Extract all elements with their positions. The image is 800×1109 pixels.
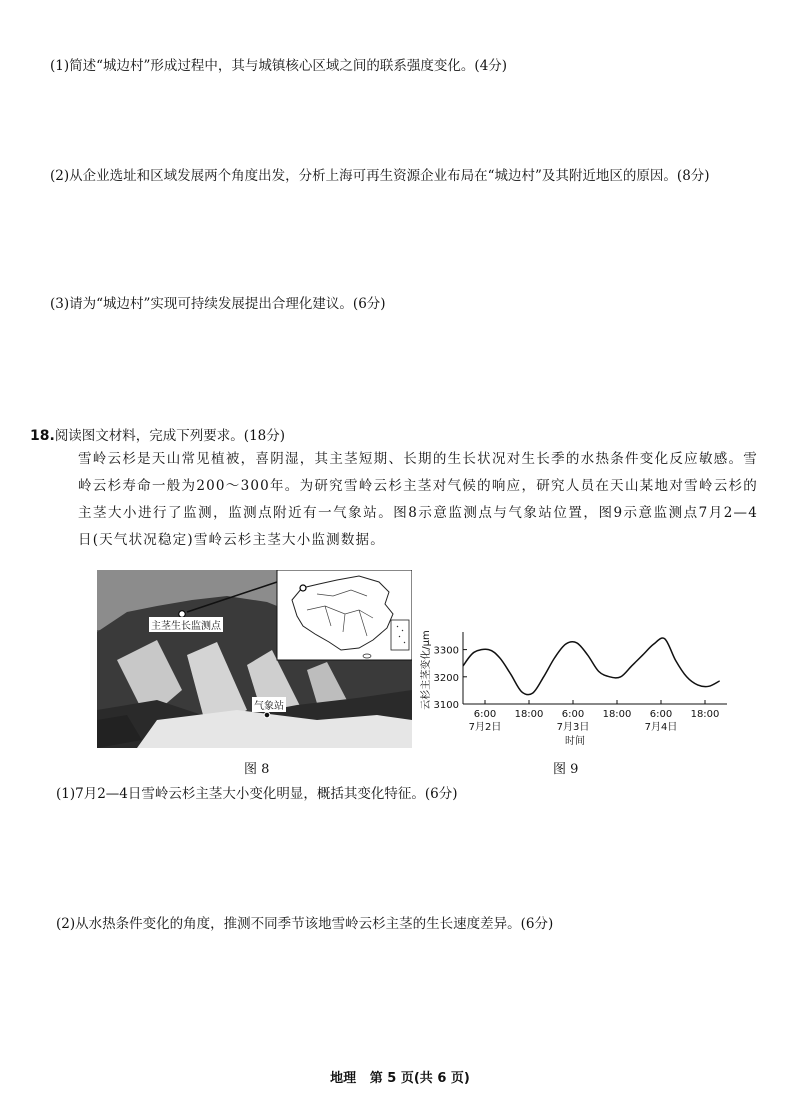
figure-9-chart [415,628,735,758]
question-17-1: (1)简述“城边村”形成过程中，其与城镇核心区域之间的联系强度变化。(4分) [50,58,508,74]
label-weather-station: 气象站 [252,697,286,712]
x-tick-label: 18:00 [602,709,632,720]
y-axis-label: 云杉主茎变化/μm [421,630,432,710]
question-18-header [30,424,285,444]
x-day-label: 7月2日 [468,722,502,733]
x-tick-label: 6:00 [473,709,497,720]
footer-subject: 地理 [330,1071,357,1086]
question-18-number: 18. [30,428,55,444]
question-18-1: (1)7月2—4日雪岭云杉主茎大小变化明显，概括其变化特征。(6分) [56,786,458,802]
page-footer [0,1067,800,1086]
y-tick-label: 3300 [433,645,459,657]
x-axis-label: 时间 [565,736,585,747]
question-18-2: (2)从水热条件变化的角度，推测不同季节该地雪岭云杉主茎的生长速度差异。(6分) [56,916,554,932]
x-tick-label: 18:00 [514,709,544,720]
series-line [463,638,720,695]
x-day-label: 7月3日 [556,722,590,733]
figure-8-caption: 图 8 [244,762,270,777]
x-day-label: 7月4日 [644,722,678,733]
x-tick-label: 18:00 [690,709,720,720]
question-17-2: (2)从企业选址和区域发展两个角度出发，分析上海可再生资源企业布局在“城边村”及其附近地区的原因。(8分) [50,168,710,184]
x-tick-label: 6:00 [561,709,585,720]
y-tick-label: 3100 [433,700,459,711]
question-18-material: 雪岭云杉是天山常见植被，喜阴湿，其主茎短期、长期的生长状况对生长季的水热条件变化反应敏感。雪岭云杉寿命一般为200～300年。为研究雪岭云杉主茎对气候的响应，研究人员在天山某地对雪岭云杉的主茎大小进行了监测，监测点附近有一气象站。图8示意监测点与气象站位置，图9示意监测点7月2—4日(天气状况稳定)雪岭云杉主茎大小监测数据。 [78,451,758,548]
footer-page: 第 5 页(共 6 页) [369,1071,470,1086]
y-tick-label: 3200 [433,672,459,684]
figure-8-photo [97,570,412,748]
question-18-title: 阅读图文材料，完成下列要求。(18分) [54,428,286,444]
question-17-3: (3)请为“城边村”实现可持续发展提出合理化建议。(6分) [50,296,386,312]
label-monitor-point: 主茎生长监测点 [149,617,223,632]
figure-9-caption: 图 9 [553,762,579,777]
x-tick-label: 6:00 [649,709,673,720]
